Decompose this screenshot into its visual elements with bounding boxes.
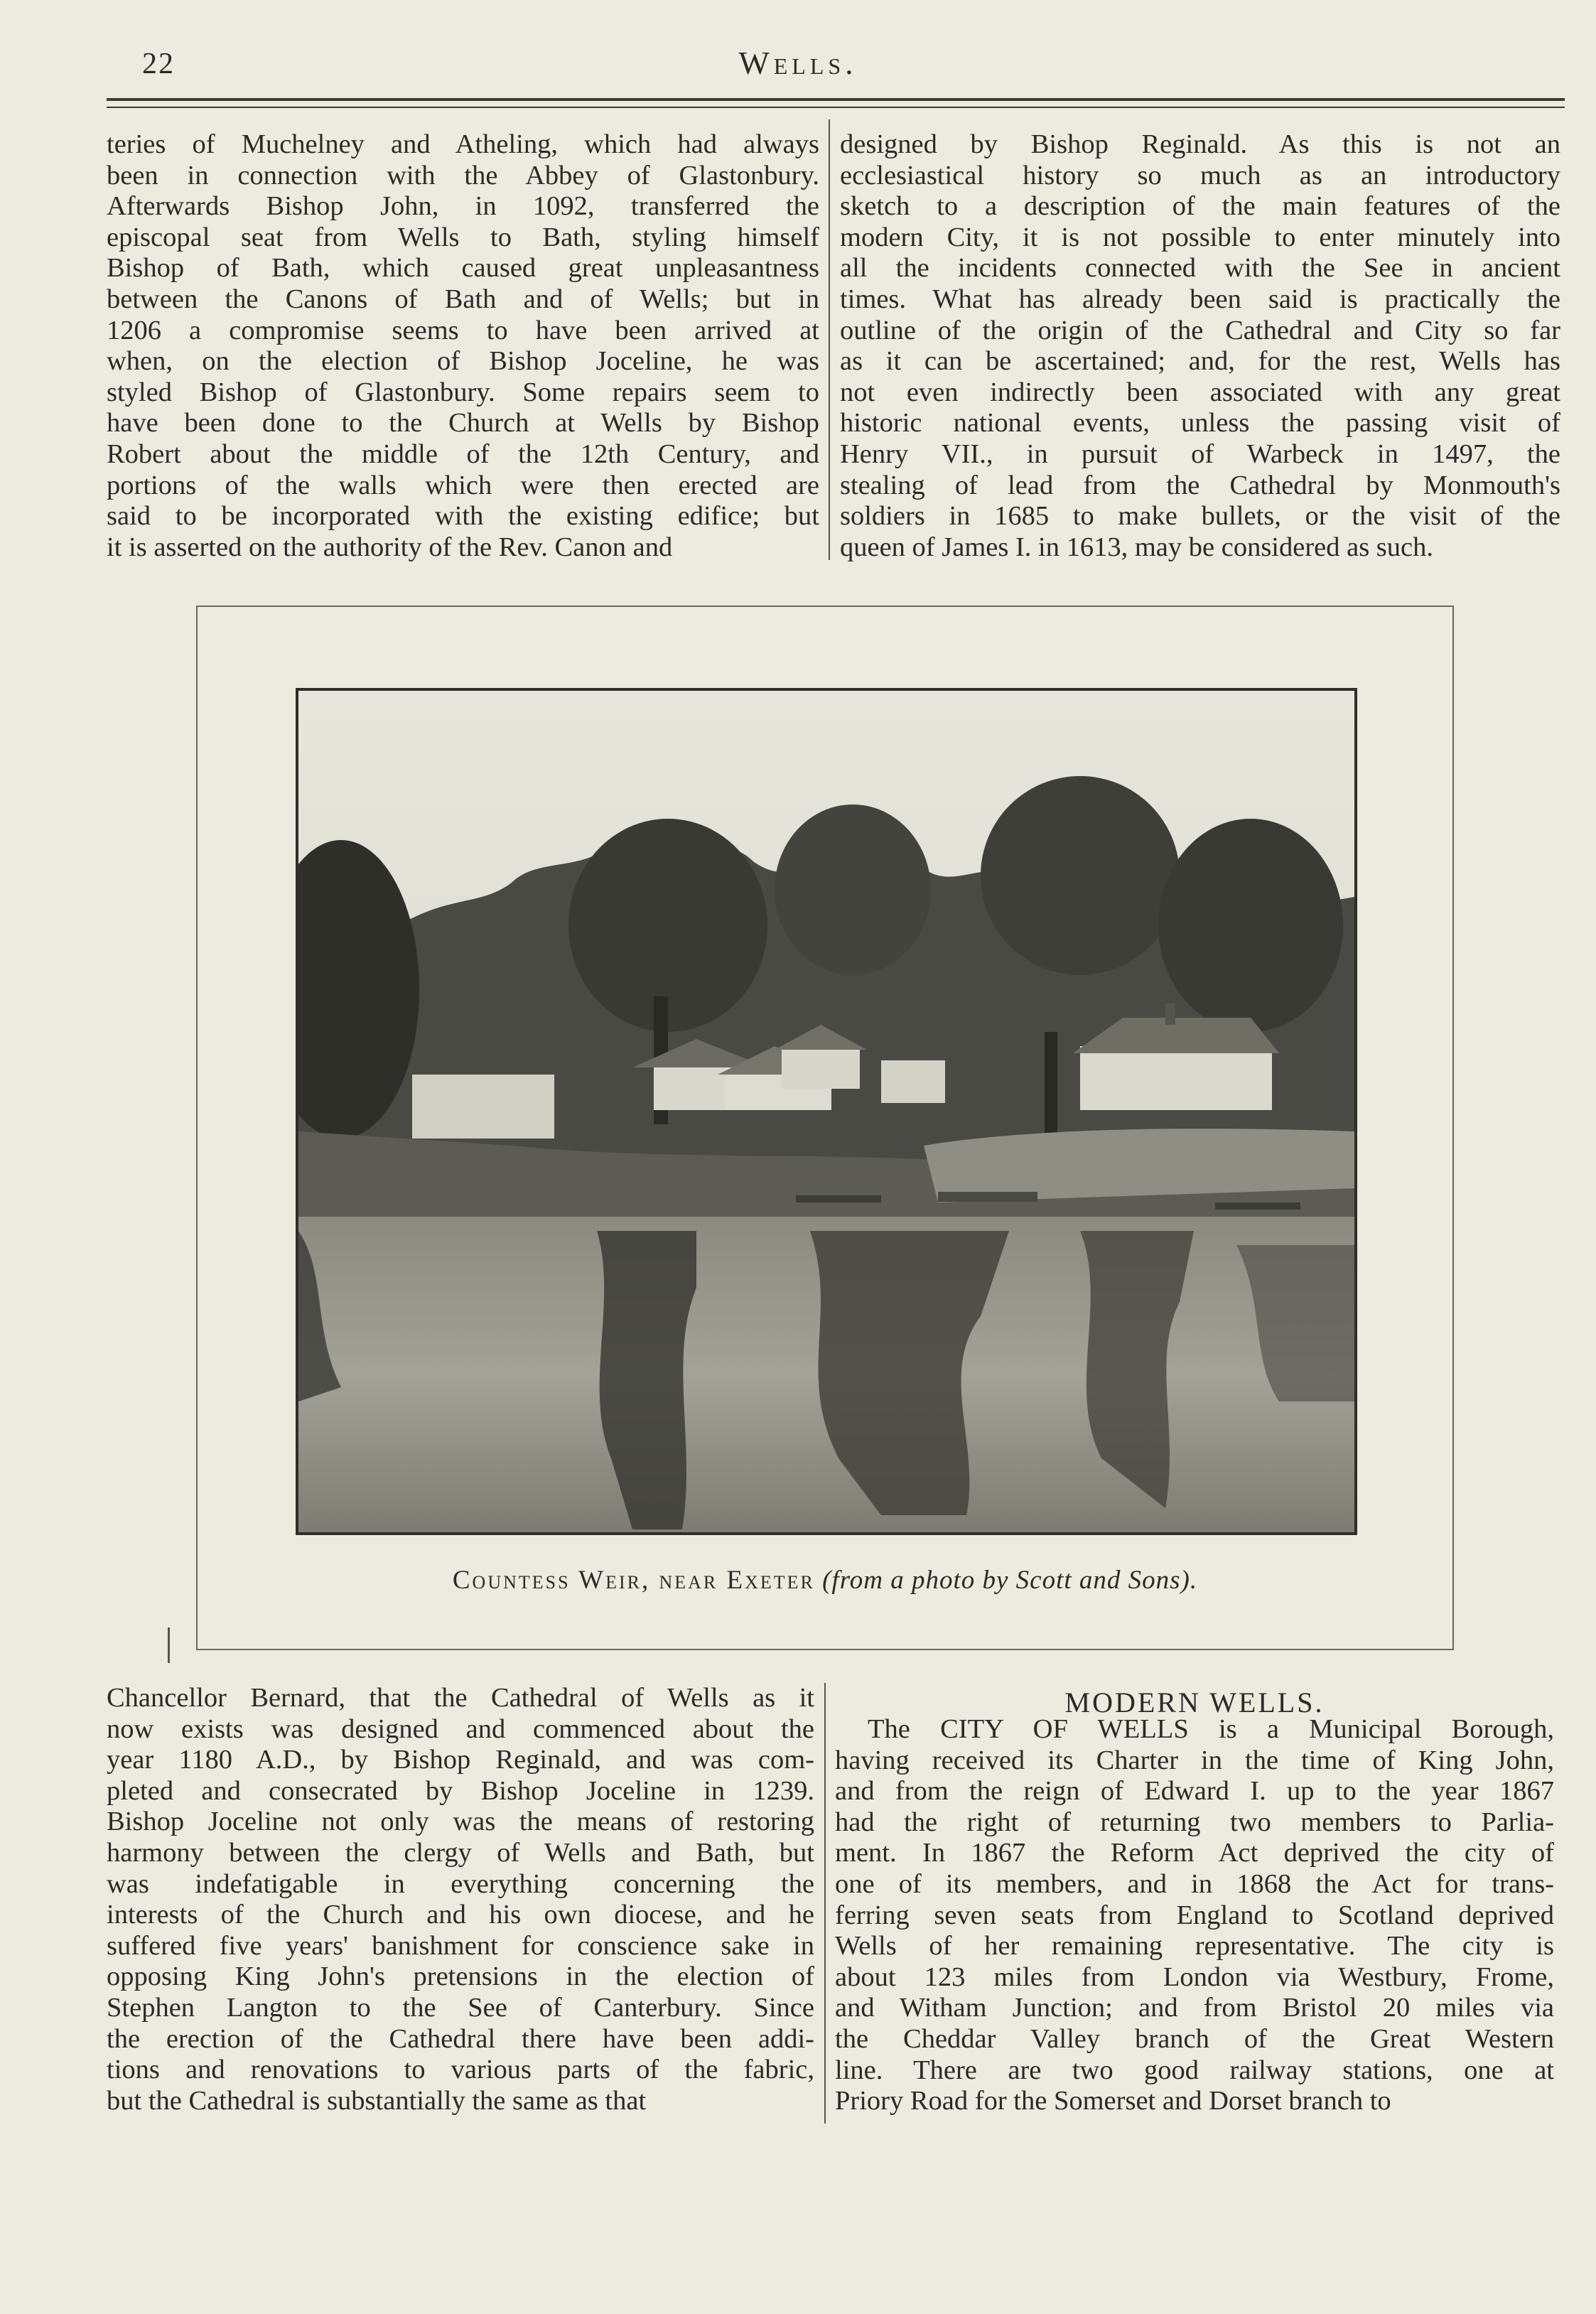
caption-title: Countess Weir, near Exeter <box>452 1566 815 1595</box>
text-line: tions and renovations to various parts of the fabric, <box>107 2055 814 2085</box>
text-line: the Cheddar Valley branch of the Great Western <box>835 2023 1554 2054</box>
text-line: Wells of her remaining representative. The city is <box>835 1931 1554 1961</box>
text-line: had the right of returning two members to Parlia- <box>835 1807 1554 1837</box>
text-line: portions of the walls which were then erected are <box>107 470 819 500</box>
column-top-right <box>840 129 1560 563</box>
column-divider <box>829 119 830 560</box>
text-line: interests of the Church and his own diocese, and he <box>107 1900 814 1930</box>
column-bottom-left <box>107 1683 814 2116</box>
text-line: stealing of lead from the Cathedral by Monmouth's <box>840 470 1560 500</box>
text-line: ecclesiastical history so much as an introductory <box>840 160 1560 190</box>
text-line: as it can be ascertained; and, for the rest, Wells has <box>840 346 1560 377</box>
text-line: Afterwards Bishop John, in 1092, transferred the <box>107 191 819 222</box>
text-line: the erection of the Cathedral there have been addi- <box>107 2023 814 2054</box>
text-line: queen of James I. in 1613, may be considered as such. <box>840 532 1434 562</box>
text-line: historic national events, unless the passing visit of <box>840 408 1560 438</box>
text-line: one of its members, and in 1868 the Act for trans- <box>835 1868 1554 1899</box>
text-line: not even indirectly been associated with any great <box>840 377 1560 407</box>
text-line: modern City, it is not possible to enter minutely into <box>840 222 1560 252</box>
text-line: line. There are two good railway stations, one at <box>835 2055 1554 2085</box>
column-bottom-right <box>835 1714 1554 2117</box>
text-line: Robert about the middle of the 12th Century, and <box>107 438 819 469</box>
photograph-countess-weir <box>296 688 1357 1535</box>
text-line: The CITY OF WELLS is a Municipal Borough, <box>868 1714 1554 1744</box>
text-line: Priory Road for the Somerset and Dorset branch to <box>835 2086 1391 2116</box>
plate-edge-mark <box>168 1627 170 1663</box>
text-line: have been done to the Church at Wells by Bishop <box>107 408 819 438</box>
text-line: having received its Charter in the time of King John, <box>835 1745 1554 1775</box>
text-line: outline of the origin of the Cathedral and City so far <box>840 315 1560 345</box>
header-rule <box>107 98 1565 101</box>
column-top-left <box>107 129 819 563</box>
text-line: times. What has already been said is practically the <box>840 284 1560 314</box>
text-line: styled Bishop of Glastonbury. Some repairs seem to <box>107 377 819 407</box>
text-line: suffered five years' banishment for conscience sake in <box>107 1930 814 1961</box>
text-line: teries of Muchelney and Atheling, which had always <box>107 129 819 159</box>
text-line: was indefatigable in everything concerning the <box>107 1868 814 1899</box>
caption-credit: (from a photo by Scott and Sons). <box>822 1566 1198 1595</box>
text-line: ferring seven seats from England to Scotland deprived <box>835 1900 1554 1930</box>
text-line: Chancellor Bernard, that the Cathedral of Wells as it <box>107 1683 814 1713</box>
text-line: 1206 a compromise seems to have been arrived at <box>107 315 819 345</box>
text-line: and Witham Junction; and from Bristol 20 miles via <box>835 1993 1554 2023</box>
text-line: soldiers in 1685 to make bullets, or the visit of the <box>840 501 1560 532</box>
text-line: sketch to a description of the main features of the <box>840 191 1560 222</box>
text-line: opposing King John's pretensions in the election of <box>107 1961 814 1992</box>
column-divider-bottom <box>824 1683 826 2124</box>
section-title: MODERN WELLS. <box>1064 1686 1325 1718</box>
text-line: when, on the election of Bishop Joceline, he was <box>107 346 819 377</box>
text-line: and from the reign of Edward I. up to the year 1867 <box>835 1776 1554 1807</box>
figure-caption <box>196 1565 1454 1595</box>
text-line: about 123 miles from London via Westbury, Frome, <box>835 1961 1554 1992</box>
text-line: pleted and consecrated by Bishop Joceline in 1239. <box>107 1775 814 1806</box>
running-head: Wells. <box>738 45 858 81</box>
text-line: harmony between the clergy of Wells and Bath, but <box>107 1837 814 1868</box>
text-line: between the Canons of Bath and of Wells; but in <box>107 284 819 314</box>
text-line: year 1180 A.D., by Bishop Reginald, and was com- <box>107 1745 814 1775</box>
text-line: Henry VII., in pursuit of Warbeck in 1497, the <box>840 438 1560 469</box>
text-line: been in connection with the Abbey of Glastonbury. <box>107 160 819 190</box>
page-number: 22 <box>142 48 175 80</box>
text-line: but the Cathedral is substantially the same as that <box>107 2085 647 2116</box>
text-line: designed by Bishop Reginald. As this is not an <box>840 129 1560 159</box>
header-rule-thin <box>107 107 1565 108</box>
text-line: it is asserted on the authority of the Rev. Canon and <box>107 532 673 562</box>
text-line: all the incidents connected with the See in ancient <box>840 253 1560 284</box>
text-line: said to be incorporated with the existing edifice; but <box>107 501 819 532</box>
text-line: ment. In 1867 the Reform Act deprived the city of <box>835 1838 1554 1868</box>
text-line: Bishop Joceline not only was the means of restoring <box>107 1807 814 1837</box>
text-line: episcopal seat from Wells to Bath, styling himself <box>107 222 819 252</box>
text-line: Bishop of Bath, which caused great unpleasantness <box>107 253 819 284</box>
text-line: now exists was designed and commenced about the <box>107 1713 814 1744</box>
text-line: Stephen Langton to the See of Canterbury. Since <box>107 1992 814 2023</box>
